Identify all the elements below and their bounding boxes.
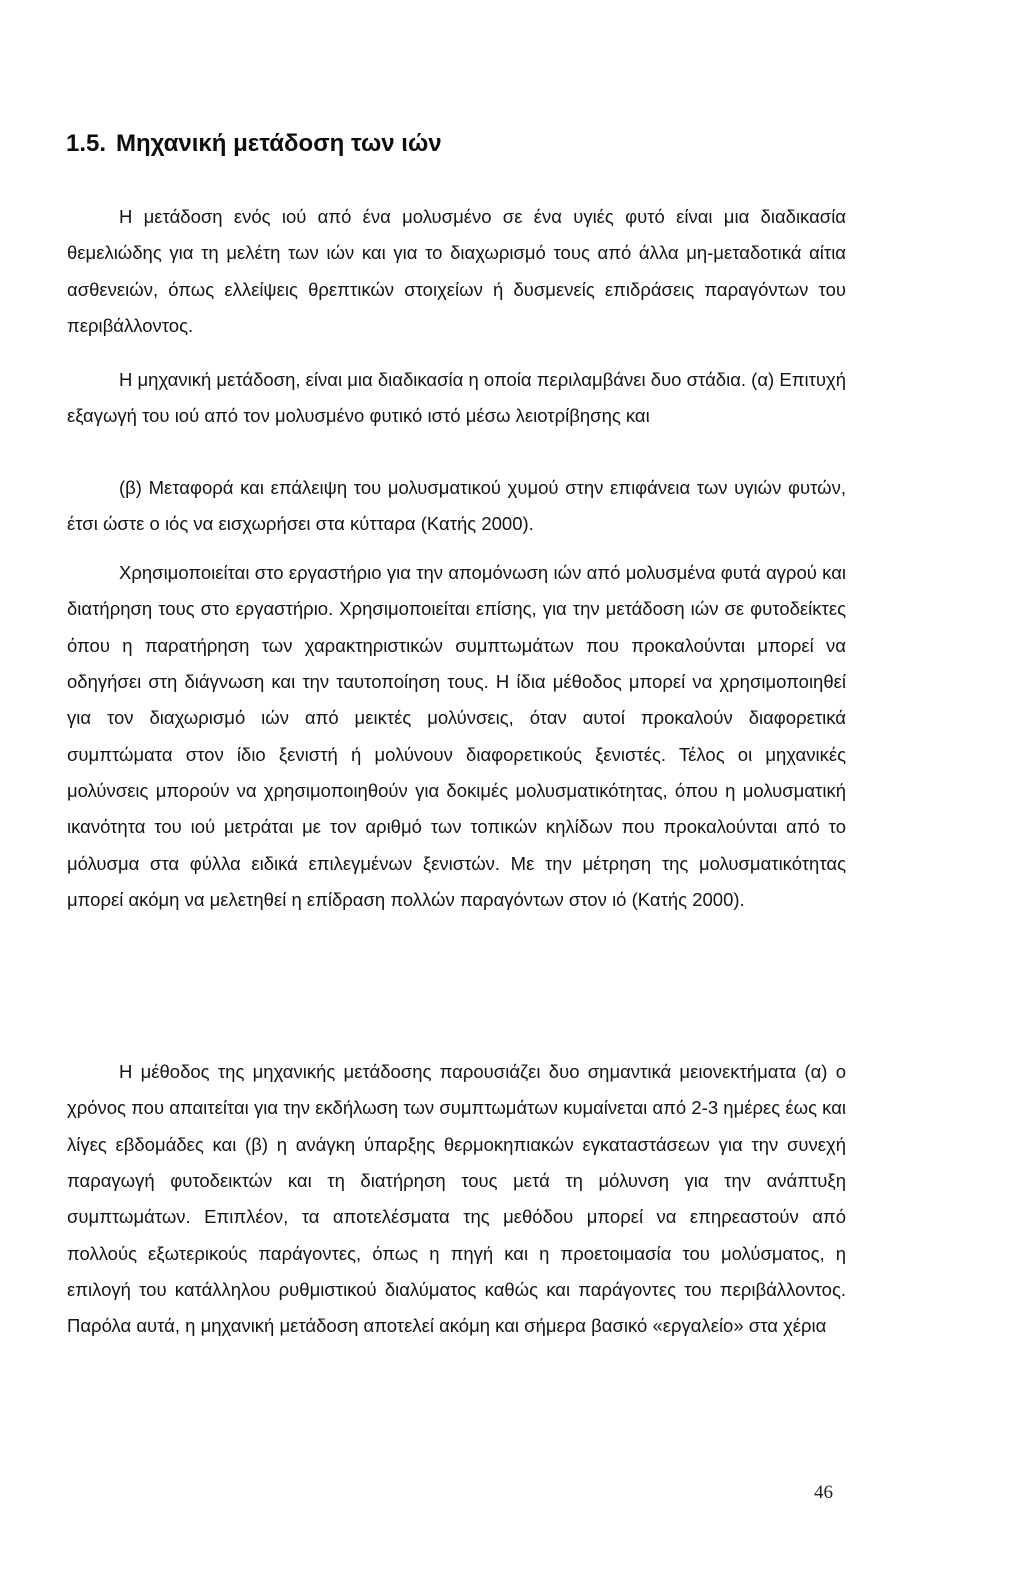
paragraph-disadvantages: Η μέθοδος της μηχανικής μετάδοσης παρουσιάζει δυο σημαντικά μειονεκτήματα (α) ο χρόνος που απαιτείται για την εκδήλωση των συμπτωμάτων κυμαίνεται από 2-3 ημέρες έως και λίγες εβδομάδες και (β) η ανάγκη ύπαρξης θερμοκηπιακών εγκαταστάσεων για την συνεχή παραγωγή φυτοδεικτών και τη διατήρηση τους μετά τη μόλυνση για την ανάπτυξη συμπτωμάτων. Επιπλέον, τα αποτελέσματα της μεθόδου μπορεί να επηρεαστούν από πολλούς εξωτερικούς παράγοντες, όπως η πηγή και η προετοιμασία του μολύσματος, η επιλογή του κατάλληλου ρυθμιστικού διαλύματος καθώς και παράγοντες του περιβάλλοντος. Παρόλα αυτά, η μηχανική μετάδοση αποτελεί ακόμη και σήμερα βασικό «εργαλείο» στα χέρια — [67, 1061, 846, 1337]
paragraph-uses: Χρησιμοποιείται στο εργαστήριο για την απομόνωση ιών από μολυσμένα φυτά αγρού και διατήρηση τους στο εργαστήριο. Χρησιμοποιείται επίσης, για την μετάδοση ιών σε φυτοδείκτες όπου η παρατήρηση των χαρακτηριστικών συμπτωμάτων που προκαλούνται μπορεί να οδηγήσει στη διάγνωση και την ταυτοποίηση τους. Η ίδια μέθοδος μπορεί να χρησιμοποιηθεί για τον διαχωρισμό ιών από μεικτές μολύνσεις, όταν αυτοί προκαλούν διαφορετικά συμπτώματα στον ίδιο ξενιστή ή μολύνουν διαφορετικούς ξενιστές. Τέλος οι μηχανικές μολύνσεις μπορούν να χρησιμοποιηθούν για δοκιμές μολυσματικότητας, όπου η μολυσματική ικανότητα του ιού μετράται με τον αριθμό των τοπικών κηλίδων που προκαλούνται από το μόλυσμα στα φύλλα ειδικά επιλεγμένων ξενιστών. Με την μέτρηση της μολυσματικότητας μπορεί ακόμη να μελετηθεί η επίδραση πολλών παραγόντων στον ιό (Κατής 2000). — [67, 562, 846, 911]
section-heading — [66, 126, 442, 162]
section-title: Μηχανική μετάδοση των ιών — [116, 130, 442, 157]
paragraph-stages: Η μηχανική μετάδοση, είναι μια διαδικασία η οποία περιλαμβάνει δυο στάδια. (α) Επιτυχή εξαγωγή του ιού από τον μολυσμένο φυτικό ιστό μέσω λειοτρίβησης και — [67, 369, 846, 427]
paragraph-intro: Η μετάδοση ενός ιού από ένα μολυσμένο σε ένα υγιές φυτό είναι μια διαδικασία θεμελιώδης για τη μελέτη των ιών και για το διαχωρισμό τους από άλλα μη-μεταδοτικά αίτια ασθενειών, όπως ελλείψεις θρεπτικών στοιχείων ή δυσμενείς επιδράσεις παραγόντων του περιβάλλοντος. — [67, 206, 846, 337]
paragraph-stage-b: (β) Μεταφορά και επάλειψη του μολυσματικού χυμού στην επιφάνεια των υγιών φυτών, έτσι ώστε ο ιός να εισχωρήσει στα κύτταρα (Κατής 2000). — [67, 477, 846, 535]
section-number: 1.5. — [66, 130, 107, 157]
page-number: 46 — [814, 1482, 833, 1503]
